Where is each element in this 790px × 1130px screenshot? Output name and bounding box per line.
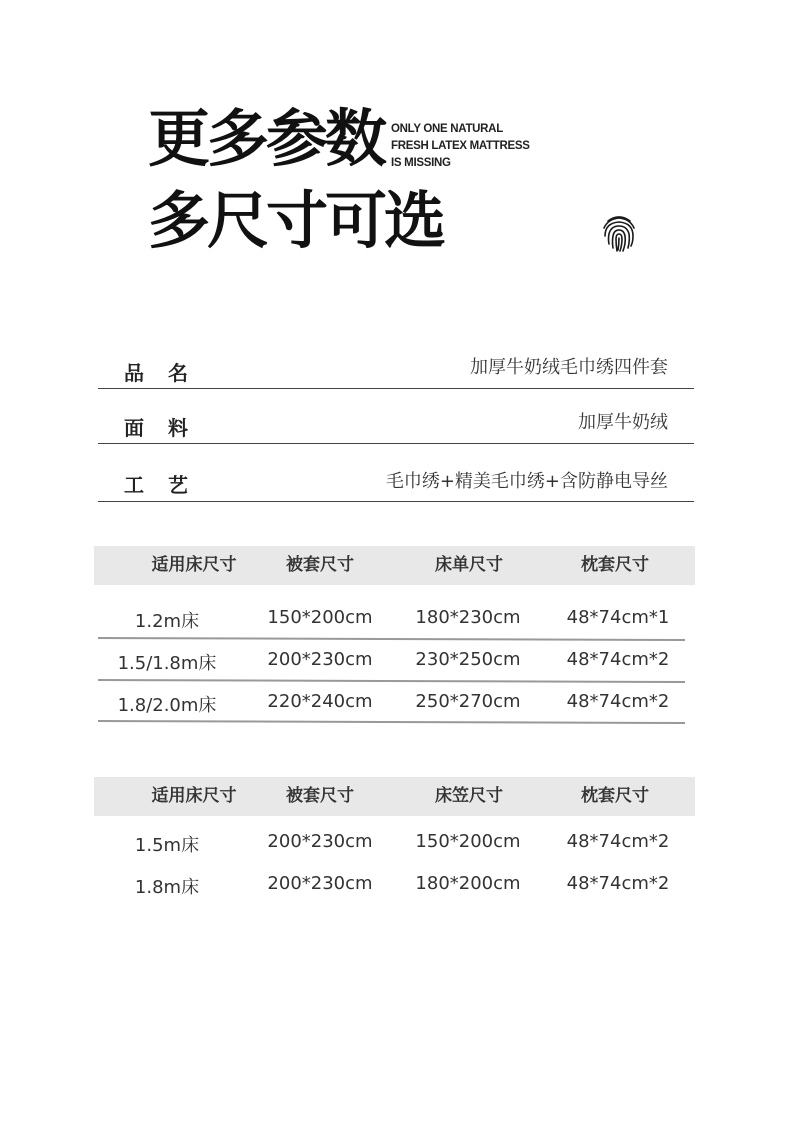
- table1-cell: 1.8/2.0m床: [117, 695, 217, 716]
- table2-cell: 48*74cm*2: [566, 873, 670, 894]
- table1-cell: 150*200cm: [267, 607, 373, 628]
- table1-header-cell: 床单尺寸: [435, 555, 503, 575]
- table2-cell: 1.8m床: [134, 877, 200, 898]
- table1-cell: 250*270cm: [415, 691, 521, 712]
- hero-title-line1: 更多参数: [148, 102, 385, 175]
- table1-cell: 48*74cm*2: [566, 691, 670, 712]
- spec-value: 加厚牛奶绒: [578, 412, 668, 433]
- spec-value: 加厚牛奶绒毛巾绣四件套: [470, 357, 668, 378]
- spec-row-name: [98, 345, 694, 389]
- hero-tagline-line: FRESH LATEX MATTRESS: [391, 140, 530, 152]
- table2-cell: 1.5m床: [134, 835, 200, 856]
- table1-header-cell: 枕套尺寸: [581, 555, 649, 575]
- table1-header-cell: 适用床尺寸: [151, 555, 237, 575]
- table1-cell: 48*74cm*2: [566, 649, 670, 670]
- table2-cell: 180*200cm: [415, 873, 521, 894]
- table1-cell: 220*240cm: [267, 691, 373, 712]
- table1-cell: 48*74cm*1: [566, 607, 670, 628]
- hero-tagline-line: ONLY ONE NATURAL: [391, 123, 503, 135]
- table2-cell: 200*230cm: [267, 831, 373, 852]
- spec-value: 毛巾绣+精美毛巾绣+含防静电导丝: [385, 471, 668, 492]
- table1-cell: 200*230cm: [267, 649, 373, 670]
- row-divider: [98, 637, 685, 641]
- table2-cell: 48*74cm*2: [566, 831, 670, 852]
- spec-label: 面料: [124, 416, 212, 440]
- fingerprint-icon: [598, 212, 640, 254]
- row-divider: [98, 679, 685, 683]
- hero-title-line2: 多尺寸可选: [148, 184, 444, 257]
- row-divider: [98, 720, 685, 724]
- hero-tagline-line: IS MISSING: [391, 157, 451, 169]
- table2-header-cell: 床笠尺寸: [435, 786, 503, 806]
- table1-header-cell: 被套尺寸: [286, 555, 354, 575]
- table2-header-cell: 适用床尺寸: [151, 786, 237, 806]
- table1-cell: 180*230cm: [415, 607, 521, 628]
- spec-row-fabric: [98, 388, 694, 444]
- table1-header: [94, 546, 695, 585]
- spec-label: 工艺: [124, 473, 212, 497]
- table2-cell: 200*230cm: [267, 873, 373, 894]
- spec-label: 品名: [124, 361, 212, 385]
- hero-tagline: [391, 121, 530, 172]
- table1-cell: 1.2m床: [134, 611, 200, 632]
- table2-header-cell: 被套尺寸: [286, 786, 354, 806]
- table2-cell: 150*200cm: [415, 831, 521, 852]
- table1-cell: 1.5/1.8m床: [117, 653, 217, 674]
- spec-row-craft: [98, 443, 694, 502]
- table2-header-cell: 枕套尺寸: [581, 786, 649, 806]
- table2-header: [94, 777, 695, 816]
- table1-cell: 230*250cm: [415, 649, 521, 670]
